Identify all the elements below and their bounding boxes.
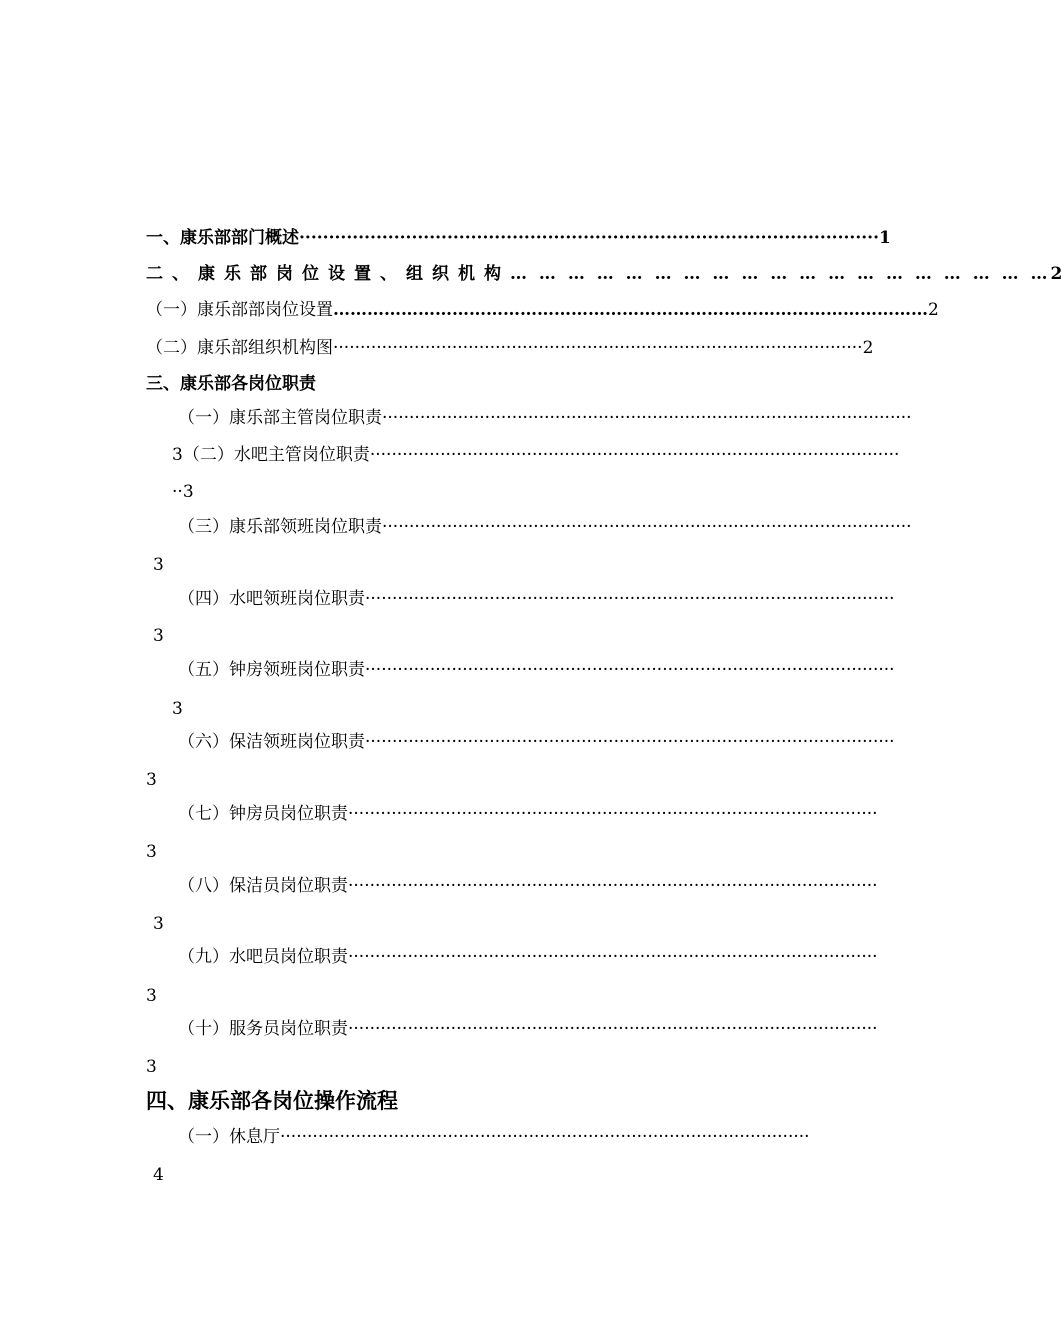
toc-entry-3-4-page: 3 [153, 626, 164, 646]
toc-entry-3-7-page: 3 [146, 842, 157, 862]
toc-entry-3[interactable] [146, 372, 316, 396]
toc-entry-3-2-label: （二）水吧主管岗位职责 [182, 445, 370, 465]
toc-entry-1-label: 一、康乐部部门概述 [146, 228, 299, 248]
toc-entry-4-label: 四、康乐部各岗位操作流程 [146, 1088, 398, 1113]
toc-entry-3-2[interactable] [172, 443, 900, 467]
toc-entry-3-8[interactable] [178, 874, 878, 898]
toc-entry-3-3-label: （三）康乐部领班岗位职责 [178, 517, 382, 537]
toc-entry-2[interactable] [146, 262, 1062, 286]
toc-entry-1[interactable] [146, 226, 891, 250]
toc-entry-3-8-label: （八）保洁员岗位职责 [178, 876, 348, 896]
toc-leader: ·································································································· [369, 445, 900, 465]
toc-entry-2-page: 2 [1050, 264, 1062, 284]
toc-entry-3-7[interactable] [178, 802, 878, 826]
toc-entry-1-page: 1 [879, 228, 891, 248]
toc-entry-2-label: 二、康乐部岗位设置、组织机构 [146, 264, 510, 284]
toc-entry-3-5-label: （五）钟房领班岗位职责 [178, 660, 365, 680]
toc-entry-3-label: 三、康乐部各岗位职责 [146, 374, 316, 394]
toc-entry-3-10-page: 3 [146, 1057, 157, 1077]
toc-entry-2-1[interactable] [146, 298, 939, 322]
toc-leader: ·································································································· [365, 732, 895, 752]
toc-entry-4-1[interactable] [178, 1125, 810, 1149]
toc-leader: ·································································································· [365, 589, 895, 609]
toc-entry-3-7-label: （七）钟房员岗位职责 [178, 804, 348, 824]
toc-entry-3-5-page: 3 [172, 699, 183, 719]
toc-entry-3-9-label: （九）水吧员岗位职责 [178, 947, 348, 967]
toc-leader: … … … … … … … … … … … … … … … … … … … [510, 264, 1051, 284]
toc-entry-2-2[interactable] [146, 336, 874, 360]
toc-entry-3-6-page: 3 [146, 770, 157, 790]
toc-leader: ·································································································· [280, 1127, 810, 1147]
toc-entry-2-1-label: （一）康乐部部岗位设置 [146, 300, 333, 320]
toc-entry-3-6-label: （六）保洁领班岗位职责 [178, 732, 365, 752]
toc-entry-2-1-page: 2 [928, 300, 939, 320]
toc-entry-4-1-page: 4 [153, 1165, 164, 1185]
toc-leader: ·································································································· [382, 517, 912, 537]
toc-entry-4[interactable] [146, 1087, 398, 1115]
toc-leader: ·································································································· [382, 408, 912, 428]
toc-entry-3-9-page: 3 [146, 986, 157, 1006]
toc-leader: ·································································································· [348, 947, 878, 967]
toc-leader: ·································································································· [333, 338, 863, 358]
toc-entry-3-4-label: （四）水吧领班岗位职责 [178, 589, 365, 609]
toc-leader: ·································································································· [348, 1019, 878, 1039]
toc-entry-3-9[interactable] [178, 945, 878, 969]
toc-leader: ·································································································· [348, 876, 878, 896]
toc-entry-3-3[interactable] [178, 515, 912, 539]
toc-entry-3-5[interactable] [178, 658, 895, 682]
toc-entry-3-2-continued[interactable] [172, 480, 194, 504]
toc-leader: ·· [172, 482, 183, 502]
toc-entry-3-3-page: 3 [153, 555, 164, 575]
toc-entry-3-1[interactable] [178, 406, 912, 430]
toc-leader: …………………………………………………………………………………………… [333, 300, 928, 320]
toc-entry-2-2-label: （二）康乐部组织机构图 [146, 338, 333, 358]
toc-entry-3-1-page: 3 [172, 445, 183, 465]
toc-entry-3-2-page: 3 [182, 482, 194, 502]
toc-entry-2-2-page: 2 [862, 338, 874, 358]
toc-leader: ·································································································· [348, 804, 878, 824]
toc-entry-3-6[interactable] [178, 730, 895, 754]
toc-leader: ·································································································· [299, 228, 880, 248]
toc-entry-3-4[interactable] [178, 587, 895, 611]
toc-entry-3-10[interactable] [178, 1017, 878, 1041]
toc-entry-3-10-label: （十）服务员岗位职责 [178, 1019, 348, 1039]
toc-entry-3-1-label: （一）康乐部主管岗位职责 [178, 408, 382, 428]
toc-entry-3-8-page: 3 [153, 914, 164, 934]
toc-entry-4-1-label: （一）休息厅 [178, 1127, 280, 1147]
toc-leader: ·································································································· [365, 660, 895, 680]
